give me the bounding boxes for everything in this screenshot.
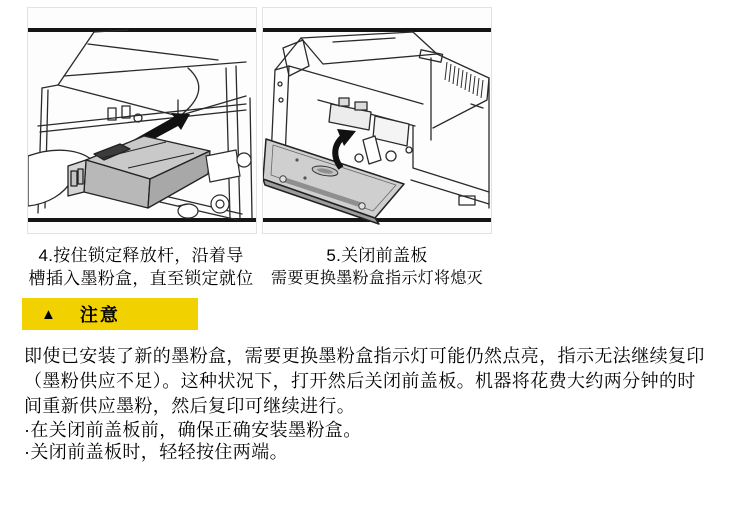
toner-insert-illustration xyxy=(28,8,256,233)
body-line-1: 即使已安装了新的墨粉盒，需要更换墨粉盒指示灯可能仍然点亮，指示无法继续复印 xyxy=(24,346,705,366)
caption-step4 xyxy=(26,244,256,290)
caption-step5 xyxy=(262,244,492,290)
caution-header xyxy=(22,298,198,330)
caution-body xyxy=(24,344,730,463)
body-bullet-1: ·在关闭前盖板前，确保正确安装墨粉盒。 xyxy=(24,420,362,440)
caption-step5-line2: 需要更换墨粉盒指示灯将熄灭 xyxy=(271,270,483,287)
caution-triangle-icon: ▲ xyxy=(41,305,56,323)
caption-step4-line1: 4.按住锁定释放杆，沿着导 xyxy=(38,246,244,265)
caption-step4-line2: 槽插入墨粉盒，直至锁定就位 xyxy=(28,269,254,288)
body-line-2: （墨粉供应不足）。这种状况下，打开然后关闭前盖板。机器将花费大约两分钟的时 xyxy=(24,371,696,391)
body-bullet-2: ·关闭前盖板时，轻轻按住两端。 xyxy=(24,442,288,462)
caution-label: 注意 xyxy=(79,305,120,325)
caption-step5-line1: 5.关闭前盖板 xyxy=(326,246,428,265)
body-line-3: 间重新供应墨粉，然后复印可继续进行。 xyxy=(24,396,356,416)
figure-step4-frame xyxy=(27,7,257,234)
close-cover-illustration xyxy=(263,8,491,233)
close-direction-arrow xyxy=(335,129,356,168)
figure-step5-frame xyxy=(262,7,492,234)
